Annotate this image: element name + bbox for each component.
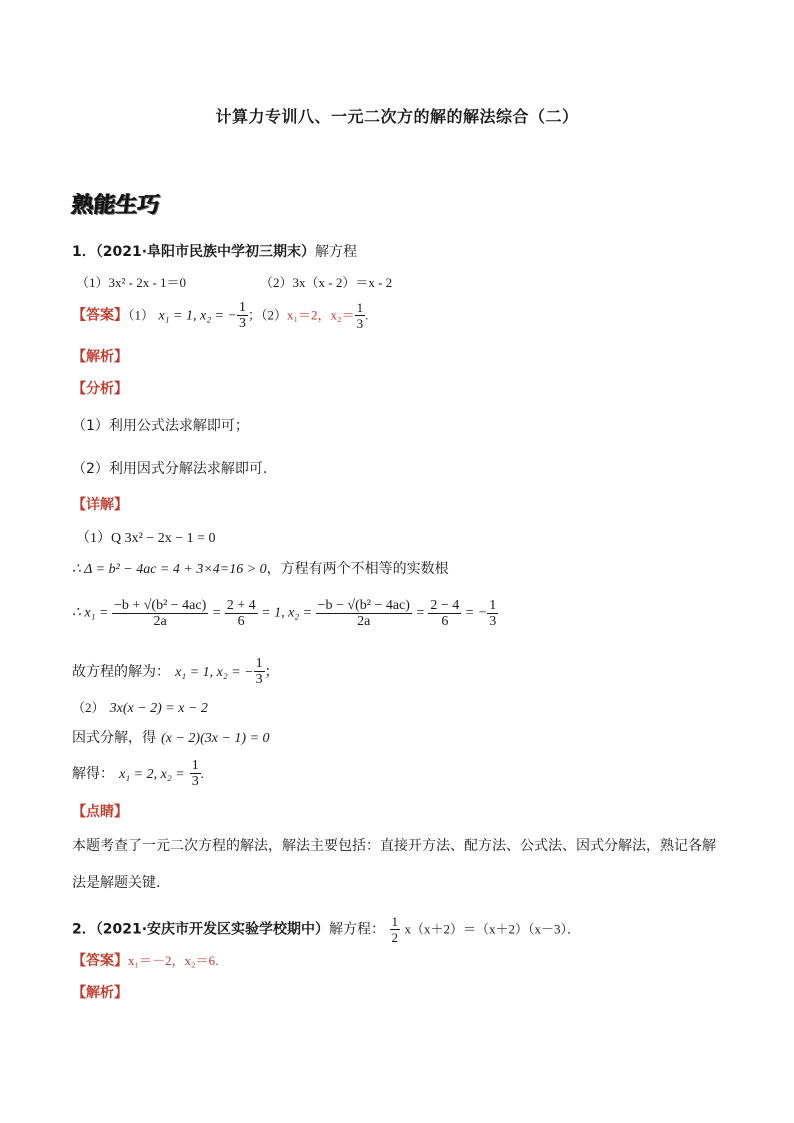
solution-1-text: 故方程的解为： [72, 664, 170, 680]
fraction-numerator: −b − √(b² − 4ac) [317, 598, 410, 613]
question-1-prompt: 解方程 [315, 244, 358, 260]
factor-step [72, 727, 270, 747]
answer-part2-fraction [355, 300, 369, 331]
fraction-numerator: 1 [255, 656, 263, 671]
solution-2-text: 解得： [72, 766, 114, 782]
question-1-part-1: （1）3x² - 2x - 1＝0 [76, 275, 187, 290]
solution-1-fraction [254, 656, 265, 687]
fraction-denominator: 3 [255, 672, 263, 687]
step-3-fraction-1 [112, 598, 208, 629]
question-2-number: 2． [72, 921, 96, 938]
step-2 [72, 558, 449, 578]
question-1-source: （2021·阜阳市民族中学初三期末） [95, 244, 316, 260]
step-1: （1）Q 3x² − 2x − 1 = 0 [76, 531, 216, 546]
step-3-fraction-3 [316, 598, 412, 629]
fraction-denominator: 6 [441, 614, 449, 629]
factor-text: 因式分解，得 [72, 730, 156, 746]
question-1-answer [72, 300, 368, 331]
part-2-equation [72, 697, 208, 717]
equals-sign: = [211, 605, 222, 621]
step-3-fraction-5 [487, 598, 498, 629]
fraction-numerator: 1 [191, 758, 199, 773]
fraction-denominator: 3 [238, 316, 246, 331]
answer-end: . [365, 307, 369, 323]
question-2-answer-value: x₁＝－2，x₂＝6. [128, 953, 219, 968]
part-2-math: 3x(x − 2) = x − 2 [109, 701, 208, 716]
fraction-numerator: 2 + 4 [226, 598, 256, 613]
fraction-numerator: 1 [356, 300, 364, 315]
step-3 [72, 598, 498, 629]
fenxi-line-1: （1）利用公式法求解即可； [72, 418, 249, 434]
fraction-denominator: 2a [153, 614, 167, 629]
fraction-denominator: 2a [357, 614, 371, 629]
factor-math: (x − 2)(3x − 1) = 0 [161, 731, 270, 746]
question-2-analysis-tag: 【解析】 [72, 985, 128, 1001]
xiangjie-tag: 【详解】 [72, 497, 128, 513]
question-2-source: （2021·安庆市开发区实验学校期中） [95, 921, 330, 938]
question-2-equation: x（x＋2）＝（x＋2）（x－3）． [404, 921, 580, 937]
fenxi-line-2: （2）利用因式分解法求解即可. [72, 461, 268, 477]
answer-part1-fraction [237, 300, 248, 331]
step-3-middle: = 1, x₂ = [261, 605, 313, 621]
answer-part1-math: x₁ = 1, x₂ = − [158, 308, 237, 324]
fraction-denominator: 6 [237, 614, 245, 629]
dianjing-line-2: 法是解题关键. [72, 875, 161, 891]
solution-2-end: . [200, 767, 205, 782]
question-1-part-2: （2）3x（x - 2）＝x - 2 [260, 275, 393, 290]
fraction-denominator: 3 [191, 774, 199, 789]
fraction-numerator: 1 [238, 300, 246, 315]
step-3-fraction-2 [225, 598, 258, 629]
equals-sign: = [415, 605, 425, 621]
fraction-numerator: 1 [391, 914, 398, 929]
solution-2-fraction [190, 758, 201, 789]
step-3-lead: ∴ x₁ = [72, 605, 109, 621]
fraction-numerator: −b + √(b² − 4ac) [113, 598, 207, 613]
answer-separator: ；（2） [247, 307, 287, 323]
fraction-denominator: 2 [391, 930, 398, 945]
fraction-numerator: 1 [489, 598, 497, 613]
question-2-prompt: 解方程： [329, 921, 386, 938]
solution-2 [72, 758, 204, 789]
fraction-numerator: 2 − 4 [430, 598, 460, 613]
answer-part2-math: x₁＝2，x₂＝ [287, 307, 355, 323]
answer-tag: 【答案】 [72, 307, 128, 324]
solution-1 [72, 656, 279, 687]
question-2-header [72, 914, 580, 945]
equals-sign: = − [464, 605, 488, 621]
solution-1-end: ； [264, 664, 279, 680]
answer-tag: 【答案】 [72, 953, 128, 969]
dianjing-line-1: 本题考查了一元二次方程的解法，解法主要包括：直接开方法、配方法、公式法、因式分解法，熟记各解 [72, 838, 716, 854]
part-2-label: （2） [72, 700, 105, 715]
question-2-fraction [390, 914, 401, 945]
fraction-denominator: 3 [489, 614, 497, 629]
step-3-fraction-4 [428, 598, 461, 629]
question-2-answer [72, 950, 218, 970]
fenxi-tag: 【分析】 [72, 381, 128, 397]
question-1-number: 1． [72, 244, 96, 260]
solution-2-math: x₁ = 2, x₂ = [119, 767, 185, 782]
solution-1-math: x₁ = 1, x₂ = − [175, 665, 254, 680]
fraction-denominator: 3 [356, 316, 364, 331]
section-banner: 熟能生巧 [70, 193, 162, 218]
question-1-header [72, 241, 357, 261]
analysis-tag: 【解析】 [72, 349, 128, 365]
step-2-math: ∴ Δ = b² − 4ac = 4 + 3×4=16 > 0 [72, 562, 267, 577]
dianjing-tag: 【点睛】 [72, 804, 128, 820]
page-title: 计算力专训八、一元二次方的解的解法综合（二） [215, 107, 579, 126]
answer-part1-prefix: （1） [128, 307, 155, 323]
step-2-text: ，方程有两个不相等的实数根 [266, 561, 449, 577]
